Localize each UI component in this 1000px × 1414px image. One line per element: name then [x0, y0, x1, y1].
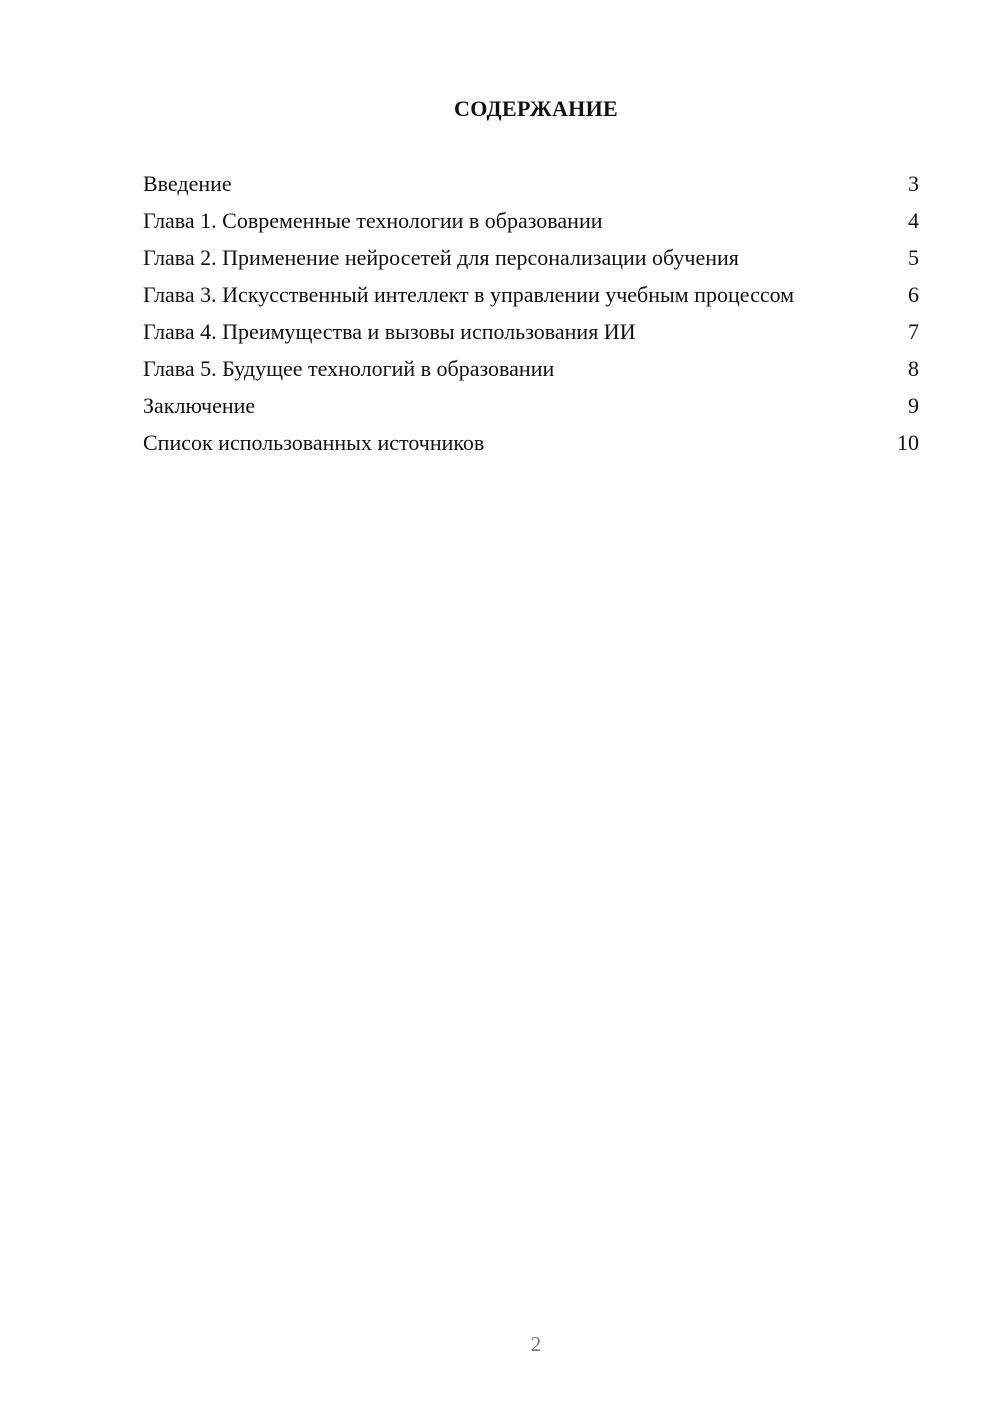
- toc-entry-page: 9: [908, 393, 919, 418]
- toc-entry-label: Заключение: [143, 393, 256, 418]
- toc-entry: [143, 355, 919, 382]
- toc-entry-page: 3: [908, 171, 919, 196]
- toc-entry-label: Глава 4. Преимущества и вызовы использования ИИ: [143, 319, 636, 344]
- toc-entry-page: 5: [908, 245, 919, 270]
- toc-entry-page: 7: [908, 319, 919, 344]
- toc-entry: [143, 281, 919, 308]
- page-number: 2: [530, 1332, 542, 1356]
- toc-entry-page: 8: [908, 356, 919, 381]
- toc-entry-page: 4: [908, 208, 919, 233]
- toc-entry-label: Список использованных источников: [143, 430, 485, 455]
- toc-entry-label: Глава 1. Современные технологии в образовании: [143, 208, 603, 233]
- toc-entry: [143, 207, 919, 234]
- toc-entry-label: Глава 2. Применение нейросетей для персонализации обучения: [143, 245, 739, 270]
- page-title: СОДЕРЖАНИЕ: [454, 96, 618, 121]
- toc-entry: [143, 392, 919, 419]
- toc-entry: [143, 429, 919, 456]
- toc-entry-page: 10: [897, 430, 919, 455]
- toc-entry-label: Глава 5. Будущее технологий в образовании: [143, 356, 555, 381]
- toc-entry: [143, 244, 919, 271]
- toc-entry-label: Введение: [143, 171, 232, 196]
- toc-entry-page: 6: [908, 282, 919, 307]
- toc-entry: [143, 170, 919, 197]
- table-of-contents: [143, 170, 919, 466]
- toc-entry-label: Глава 3. Искусственный интеллект в управлении учебным процессом: [143, 282, 795, 307]
- toc-entry: [143, 318, 919, 345]
